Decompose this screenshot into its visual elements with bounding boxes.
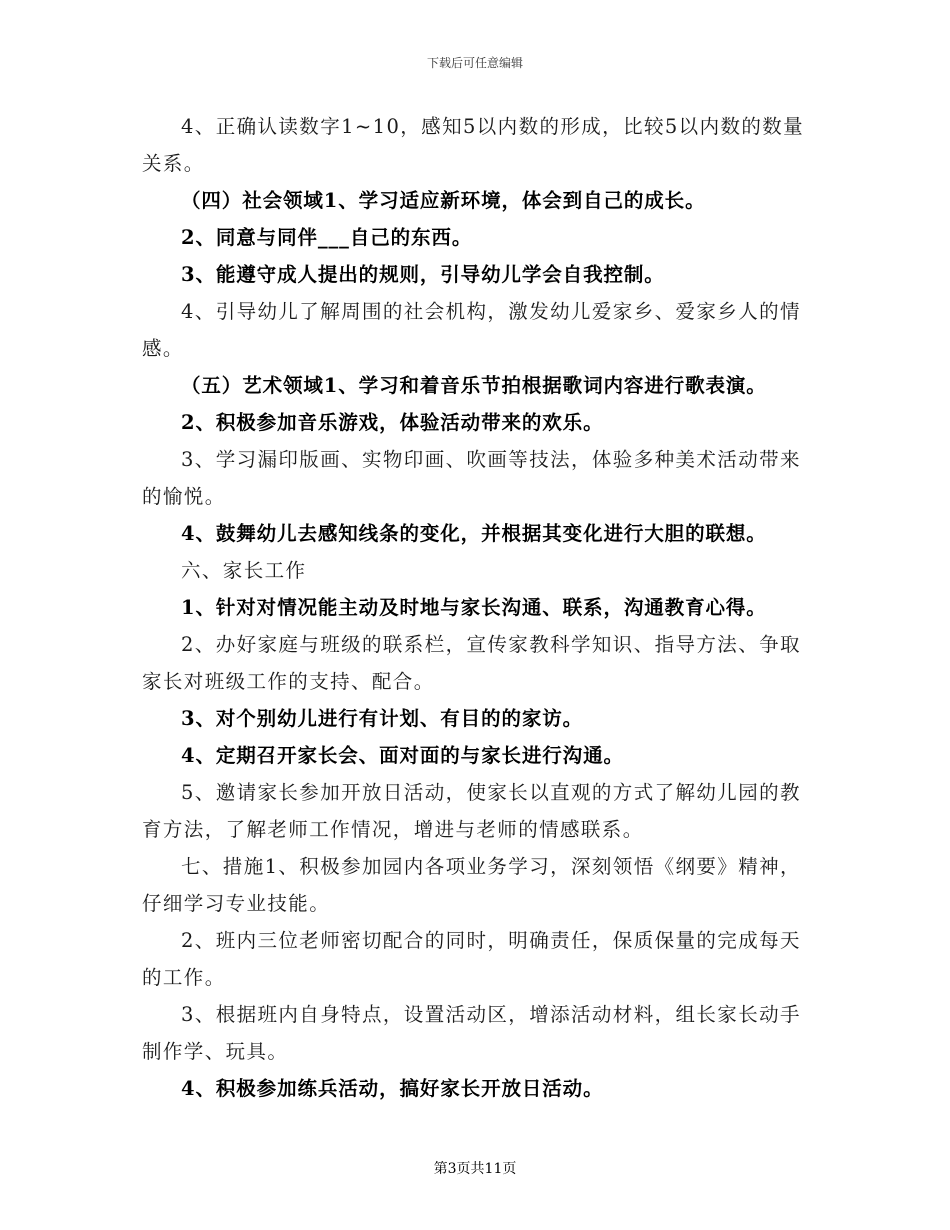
paragraph: 2、班内三位老师密切配合的同时，明确责任，保质保量的完成每天的工作。: [142, 929, 801, 989]
document-body: [142, 108, 812, 1107]
paragraph: 2、办好家庭与班级的联系栏，宣传家教科学知识、指导方法、争取家长对班级工作的支持、配合。: [142, 633, 801, 693]
paragraph: （四）社会领域1、学习适应新环境，体会到自己的成长。: [181, 189, 706, 212]
paragraph: 3、对个别幼儿进行有计划、有目的的家访。: [181, 707, 584, 730]
paragraph: 1、针对对情况能主动及时地与家长沟通、联系，沟通教育心得。: [181, 596, 767, 619]
paragraph: 4、积极参加练兵活动，搞好家长开放日活动。: [181, 1077, 604, 1100]
paragraph: 3、根据班内自身特点，设置活动区，增添活动材料，组长家长动手制作学、玩具。: [142, 1003, 801, 1063]
paragraph: 2、积极参加音乐游戏，体验活动带来的欢乐。: [181, 411, 604, 434]
paragraph: 5、邀请家长参加开放日活动，使家长以直观的方式了解幼儿园的教育方法，了解老师工作情况，增进与老师的情感联系。: [142, 781, 801, 841]
paragraph: 3、学习漏印版画、实物印画、吹画等技法，体验多种美术活动带来的愉悦。: [142, 448, 801, 508]
paragraph: 2、同意与同伴___自己的东西。: [181, 226, 473, 249]
paragraph: 六、家长工作: [181, 559, 307, 582]
page-header: 下载后可任意编辑: [426, 56, 523, 70]
paragraph: （五）艺术领域1、学习和着音乐节拍根据歌词内容进行歌表演。: [181, 374, 767, 397]
paragraph: 3、能遵守成人提出的规则，引导幼儿学会自我控制。: [181, 263, 665, 286]
paragraph: 4、鼓舞幼儿去感知线条的变化，并根据其变化进行大胆的联想。: [181, 522, 767, 545]
paragraph: 4、正确认读数字1~10，感知5以内数的形成，比较5以内数的数量关系。: [142, 115, 805, 175]
page-footer: 第3页共11页: [433, 1161, 517, 1177]
paragraph: 4、引导幼儿了解周围的社会机构，激发幼儿爱家乡、爱家乡人的情感。: [142, 300, 801, 360]
paragraph: 七、措施1、积极参加园内各项业务学习，深刻领悟《纲要》精神，仔细学习专业技能。: [142, 855, 801, 915]
paragraph: 4、定期召开家长会、面对面的与家长进行沟通。: [181, 744, 624, 767]
